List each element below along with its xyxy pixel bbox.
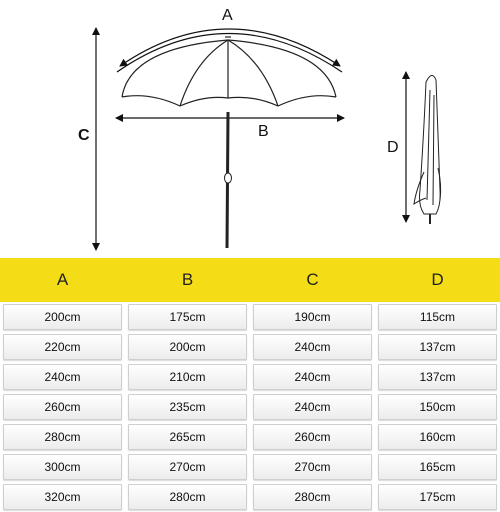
table-cell: 280cm: [253, 484, 372, 510]
table-cell: 240cm: [253, 334, 372, 360]
column-header-a: A: [56, 270, 69, 289]
size-table-header: [0, 258, 500, 302]
dimension-b-label: B: [258, 123, 269, 140]
column-header-d: D: [431, 270, 444, 289]
table-cell: 210cm: [128, 364, 247, 390]
table-cell: 300cm: [3, 454, 122, 480]
table-cell: 175cm: [128, 304, 247, 330]
column-header-c: C: [306, 270, 319, 289]
table-cell: 200cm: [3, 304, 122, 330]
table-row: [0, 452, 500, 482]
table-cell: 175cm: [378, 484, 497, 510]
table-cell: 320cm: [3, 484, 122, 510]
table-cell: 270cm: [253, 454, 372, 480]
table-cell: 115cm: [378, 304, 497, 330]
table-cell: 260cm: [253, 424, 372, 450]
table-row: [0, 302, 500, 332]
table-cell: 240cm: [253, 394, 372, 420]
table-cell: 260cm: [3, 394, 122, 420]
table-cell: 235cm: [128, 394, 247, 420]
table-cell: 137cm: [378, 334, 497, 360]
table-cell: 280cm: [3, 424, 122, 450]
dimension-a-arrow: [117, 29, 342, 72]
dimension-c-label: C: [78, 127, 90, 144]
table-row: [0, 482, 500, 512]
folded-umbrella: [414, 75, 441, 224]
table-cell: 190cm: [253, 304, 372, 330]
table-cell: 220cm: [3, 334, 122, 360]
table-cell: 265cm: [128, 424, 247, 450]
umbrella-canopy: [122, 37, 336, 106]
table-cell: 165cm: [378, 454, 497, 480]
table-cell: 200cm: [128, 334, 247, 360]
table-cell: 270cm: [128, 454, 247, 480]
table-row: [0, 422, 500, 452]
dimension-a-label: A: [222, 7, 233, 24]
table-cell: 150cm: [378, 394, 497, 420]
umbrella-pole: [225, 112, 232, 248]
table-cell: 240cm: [3, 364, 122, 390]
table-cell: 160cm: [378, 424, 497, 450]
dimension-d-label: D: [387, 139, 399, 156]
table-cell: 240cm: [253, 364, 372, 390]
table-cell: 280cm: [128, 484, 247, 510]
table-row: [0, 392, 500, 422]
table-cell: 137cm: [378, 364, 497, 390]
table-row: [0, 362, 500, 392]
table-row: [0, 332, 500, 362]
column-header-b: B: [181, 270, 194, 289]
size-table: [0, 258, 500, 512]
